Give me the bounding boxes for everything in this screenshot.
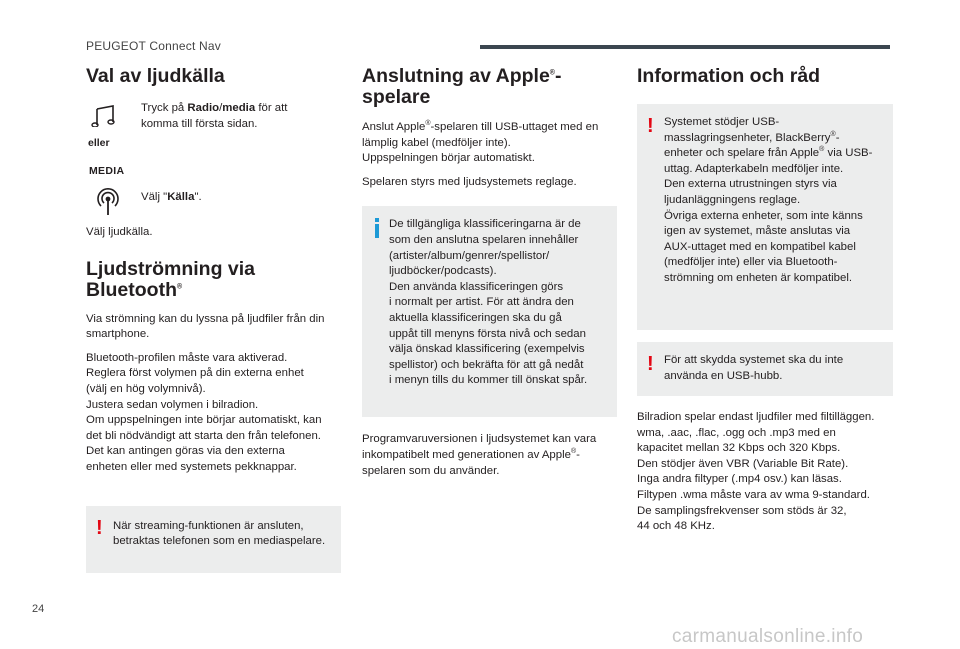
warning-box-usb-support: ! Systemet stödjer USB- masslagringsenheter, BlackBerry®- enheter och spelare från Apple® via USB- uttag. Adapterkabeln medföljer inte. Den externa utrustningen styrs via ljudanläggningens reglage. Övriga externa enheter, som inte känns igen av systemet, måste anslutas via AUX-uttaget med en kompatibel kabel (medföljer inte) eller via Bluetooth- strömning om enheten är kompatibel. (637, 104, 893, 330)
antenna-broadcast-icon (95, 187, 135, 217)
music-note-icon (91, 105, 131, 127)
step-select-source (86, 187, 341, 225)
warning-box-usb-hub: ! För att skydda systemet ska du inte använda en USB-hubb. (637, 342, 893, 396)
heading-information-advice: Information och råd (637, 65, 821, 87)
apple-paragraph-2: Spelaren styrs med ljudsystemets reglage. (362, 175, 577, 188)
info-box-classification: De tillgängliga klassificeringarna är de som den anslutna spelaren innehåller (artister/album/genrer/spellistor/ ljudböcker/podcasts). Den använda klassificeringen görs i normalt per artist. För att ändra den aktuella klassificeringen ska du gå uppåt till menyns första nivå och sedan välja önskad klassificering (exempelvis spellistor) och bekräfta för att gå nedåt i menyn tills du kommer till önskat spår. (362, 206, 617, 417)
choose-source-text: Välj ljudkälla. (86, 226, 153, 238)
file-formats-paragraph: Bilradion spelar endast ljudfiler med filtilläggen. wma, .aac, .flac, .ogg och .mp3 med en kapacitet mellan 32 Kbps och 320 Kbps. Den stödjer även VBR (Variable Bit Rate). Inga andra filtyper (.mp4 osv.) kan läsas. Filtypen .wma måste vara av wma 9-standard. De samplingsfrekvenser som stöds är 32, 44 och 48 KHz. (637, 411, 875, 533)
heading-bluetooth-streaming: Ljudströmning via Bluetooth® (86, 257, 256, 301)
column-2 (362, 66, 617, 487)
column-1 (86, 66, 341, 573)
warning-exclamation-icon: ! (96, 516, 103, 539)
warning-box-streaming: ! När streaming-funktionen är ansluten, betraktas telefonen som en mediaspelare. (86, 506, 341, 573)
column-3 (637, 66, 893, 543)
heading-apple-connection: Anslutning av Apple®- spelare (362, 65, 562, 108)
apple-paragraph-software: Programvaruversionen i ljudsystemet kan vara inkompatibelt med generationen av Apple®- spelaren som du använder. (362, 433, 597, 477)
page-number: 24 (32, 603, 45, 615)
step-radio-media-text: Tryck på Radio/media för att komma till första sidan. (141, 102, 288, 130)
or-label: eller (88, 137, 110, 149)
bt-paragraph-2: Bluetooth-profilen måste vara aktiverad. Reglera först volymen på din externa enhet (välj en hög volymnivå). Justera sedan volymen i bilradion. Om uppspelningen inte börjar automatiskt, kan det bli nödvändigt att starta den från telefonen. Det kan antingen göras via den externa enheten eller med systemets pekknappar. (86, 351, 322, 473)
header-bar (480, 45, 890, 49)
bt-paragraph-1: Via strömning kan du lyssna på ljudfiler från din smartphone. (86, 312, 325, 341)
info-icon (375, 224, 379, 238)
heading-source-selection: Val av ljudkälla (86, 65, 225, 87)
watermark: carmanualsonline.info (672, 626, 864, 647)
media-button-label: MEDIA (89, 165, 125, 177)
warning-exclamation-icon: ! (647, 115, 654, 137)
apple-paragraph-1: Anslut Apple®-spelaren till USB-uttaget med en lämplig kabel (medföljer inte). Uppspelningen börjar automatiskt. (362, 120, 599, 165)
step-select-source-text: Välj "Källa". (141, 191, 202, 203)
running-header-title: PEUGEOT Connect Nav (86, 39, 221, 53)
warning-exclamation-icon: ! (647, 353, 654, 375)
step-radio-media (86, 101, 341, 153)
